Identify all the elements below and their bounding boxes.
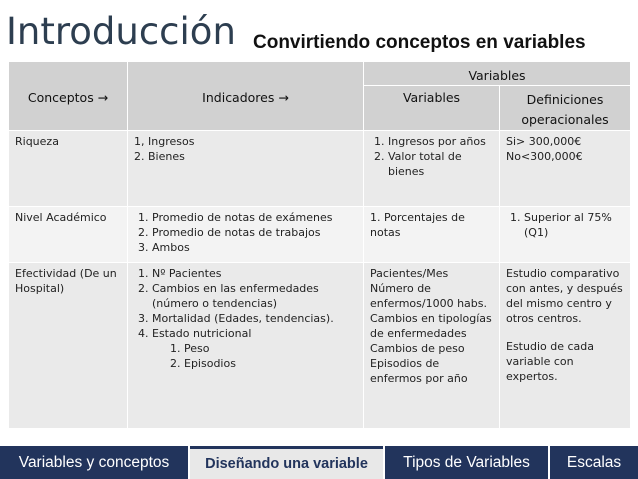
bottom-nav: [0, 446, 638, 479]
tab-tipos-de-variables[interactable]: Tipos de Variables: [383, 446, 550, 479]
cell-concepto: Nivel Académico: [9, 207, 128, 263]
cell-variables: Pacientes/Mes Número de enfermos/1000 habs. Cambios en tipologías de enfermedades Cambios de peso Episodios de enfermos por año: [364, 263, 500, 429]
tab-variables-y-conceptos[interactable]: Variables y conceptos: [0, 446, 190, 479]
cell-variables: 1. Porcentajes de notas: [364, 207, 500, 263]
cell-concepto: Riqueza: [9, 131, 128, 207]
header-variables-group: Variables: [364, 62, 631, 86]
header-variables: Variables: [364, 86, 500, 131]
cell-definiciones: Si> 300,000€ No<300,000€: [500, 131, 631, 207]
header-indicadores: Indicadores →: [128, 62, 364, 131]
slide-subtitle: Convirtiendo conceptos en variables: [253, 32, 586, 53]
tab-escalas[interactable]: Escalas: [566, 453, 622, 471]
slide-title: Introducción: [6, 10, 236, 53]
cell-definiciones: 1. Superior al 75% (Q1): [500, 207, 631, 263]
table-row: [9, 207, 631, 263]
tab-disenando-una-variable[interactable]: Diseñando una variable: [190, 446, 383, 479]
table-row: [9, 131, 631, 207]
cell-definiciones: Estudio comparativo con antes, y después del mismo centro y otros centros. Estudio de cada variable con expertos.: [500, 263, 631, 429]
cell-indicadores: 1, Ingresos 2. Bienes: [128, 131, 364, 207]
cell-indicadores: 1. Nº Pacientes 2. Cambios en las enfermedades (número o tendencias) 3. Mortalidad (Edades, tendencias). 4. Estado nutricional 1. Peso 2. Episodios: [128, 263, 364, 429]
header-conceptos: Conceptos →: [9, 62, 128, 131]
concepts-table: [8, 61, 631, 429]
header-definiciones: Definiciones operacionales: [500, 86, 631, 131]
cell-variables: 1. Ingresos por años 2. Valor total de bienes: [364, 131, 500, 207]
cell-concepto: Efectividad (De un Hospital): [9, 263, 128, 429]
table-row: [9, 263, 631, 429]
cell-indicadores: 1. Promedio de notas de exámenes 2. Promedio de notas de trabajos 3. Ambos: [128, 207, 364, 263]
